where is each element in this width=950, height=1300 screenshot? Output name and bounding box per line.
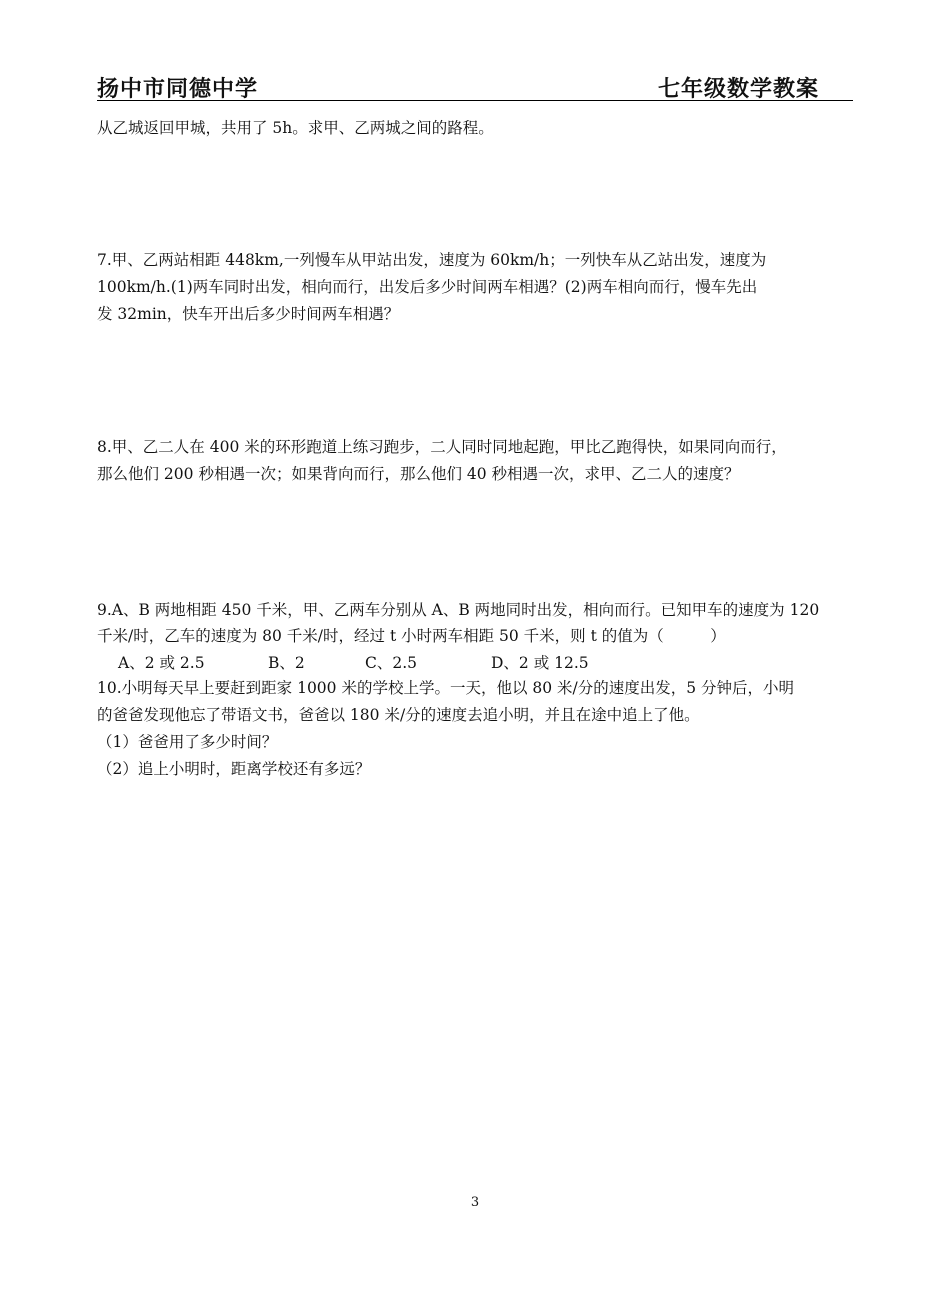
question-9-line-2: 千米/时，乙车的速度为 80 千米/时，经过 t 小时两车相距 50 千米，则 t 的值为（ ） [97, 627, 726, 645]
question-7-line-1: 7.甲、乙两站相距 448km,一列慢车从甲站出发，速度为 60km/h；一列快车从乙站出发，速度为 [97, 251, 767, 269]
option-a: A、2 或 2.5 [118, 654, 205, 672]
page-header [97, 70, 853, 101]
school-name: 扬中市同德中学 [97, 77, 259, 102]
question-8-line-1: 8.甲、乙二人在 400 米的环形跑道上练习跑步，二人同时同地起跑，甲比乙跑得快，如果同向而行， [97, 438, 787, 456]
question-10-line-2: 的爸爸发现他忘了带语文书，爸爸以 180 米/分的速度去追小明，并且在途中追上了他。 [97, 706, 700, 724]
option-c: C、2.5 [365, 654, 418, 672]
question-10-line-1: 10.小明每天早上要赶到距家 1000 米的学校上学。一天，他以 80 米/分的速度出发，5 分钟后，小明 [97, 679, 795, 697]
option-b: B、2 [268, 654, 305, 672]
question-9-line-1: 9.A、B 两地相距 450 千米，甲、乙两车分别从 A、B 两地同时出发，相向而行。已知甲车的速度为 120 [97, 601, 820, 619]
question-7-line-3: 发 32min，快车开出后多少时间两车相遇？ [97, 305, 400, 323]
option-d: D、2 或 12.5 [491, 654, 589, 672]
document-title: 七年级数学教案 [657, 77, 819, 102]
page-number: 3 [470, 1195, 480, 1210]
question-10-sub-1: （1）爸爸用了多少时间？ [97, 733, 278, 751]
question-10-sub-2: （2）追上小明时，距离学校还有多远？ [97, 760, 371, 778]
question-7-line-2: 100km/h.(1)两车同时出发，相向而行，出发后多少时间两车相遇？(2)两车相向而行，慢车先出 [97, 278, 758, 296]
question-8-line-2: 那么他们 200 秒相遇一次；如果背向而行，那么他们 40 秒相遇一次，求甲、乙二人的速度？ [97, 465, 740, 483]
question-6-continuation: 从乙城返回甲城，共用了 5h。求甲、乙两城之间的路程。 [97, 119, 494, 137]
